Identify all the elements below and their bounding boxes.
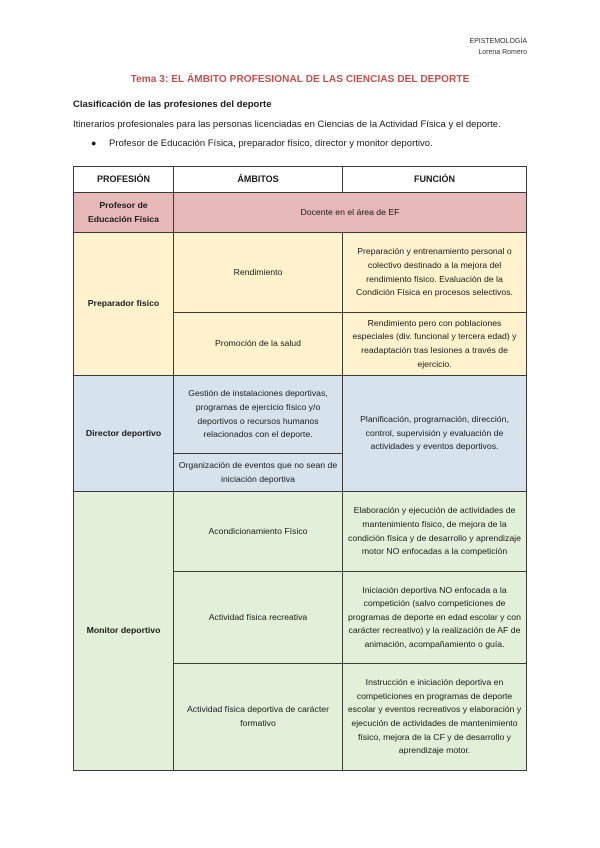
funcion-cell: Rendimiento pero con poblaciones especiales (div. funcional y tercera edad) y readaptación tras lesiones a través de ejercicio. [343,313,527,376]
ambito-cell: Promoción de la salud [174,313,343,376]
profession-cell: Monitor deportivo [74,492,174,771]
header-author: Lorena Romero [478,49,527,56]
professions-table [73,166,527,771]
merged-function-cell: Docente en el área de EF [174,193,527,233]
header-ambitos: ÁMBITOS [174,167,343,193]
funcion-cell: Elaboración y ejecución de actividades de mantenimiento físico, de mejora de la condición física y de desarrollo y aprendizaje motor NO enfocadas a la competición [343,492,527,572]
ambito-cell: Actividad física deportiva de carácter formativo [174,664,343,771]
profession-cell: Preparador físico [74,233,174,376]
table-row [74,233,527,313]
table-row [74,193,527,233]
bullet-text: Profesor de Educación Física, preparador físico, director y monitor deportivo. [109,138,433,149]
ambito-cell: Acondicionamiento Físico [174,492,343,572]
bullet-icon: ● [91,138,97,148]
header-profesion: PROFESIÓN [74,167,174,193]
intro-paragraph: Itinerarios profesionales para las personas licenciadas en Ciencias de la Actividad Física y el deporte. [73,119,501,130]
funcion-cell: Preparación y entrenamiento personal o colectivo destinado a la mejora del rendimiento físico. Evaluación de la Condición Física en procesos selectivos. [343,233,527,313]
ambito-cell: Actividad física recreativa [174,572,343,664]
funcion-cell: Instrucción e iniciación deportiva en competiciones en programas de deporte escolar y eventos recreativos y elaboración y ejecución de actividades de mantenimiento físico, mejora de la CF y de desarrollo y aprendizaje motor. [343,664,527,771]
header-subject: EPISTEMOLOGÍA [469,38,527,45]
table-header-row [74,167,527,193]
funcion-cell: Iniciación deportiva NO enfocada a la competición (salvo competiciones de programas de deporte en edad escolar y con carácter recreativo) y la realización de AF de animación, acompañamiento o guía. [343,572,527,664]
bullet-item [91,138,433,149]
table-row [74,492,527,572]
page-header [469,36,527,58]
document-title: Tema 3: EL ÁMBITO PROFESIONAL DE LAS CIENCIAS DEL DEPORTE [130,74,470,85]
table-row [74,376,527,454]
section-heading: Clasificación de las profesiones del deporte [73,99,272,110]
ambito-cell: Organización de eventos que no sean de iniciación deportiva [174,454,343,492]
ambito-cell: Rendimiento [174,233,343,313]
profession-cell: Profesor de Educación Física [74,193,174,233]
profession-cell: Director deportivo [74,376,174,492]
header-funcion: FUNCIÓN [343,167,527,193]
ambito-cell: Gestión de instalaciones deportivas, programas de ejercicio físico y/o deportivos o recursos humanos relacionados con el deporte. [174,376,343,454]
funcion-cell: Planificación, programación, dirección, control, supervisión y evaluación de actividades y eventos deportivos. [343,376,527,492]
